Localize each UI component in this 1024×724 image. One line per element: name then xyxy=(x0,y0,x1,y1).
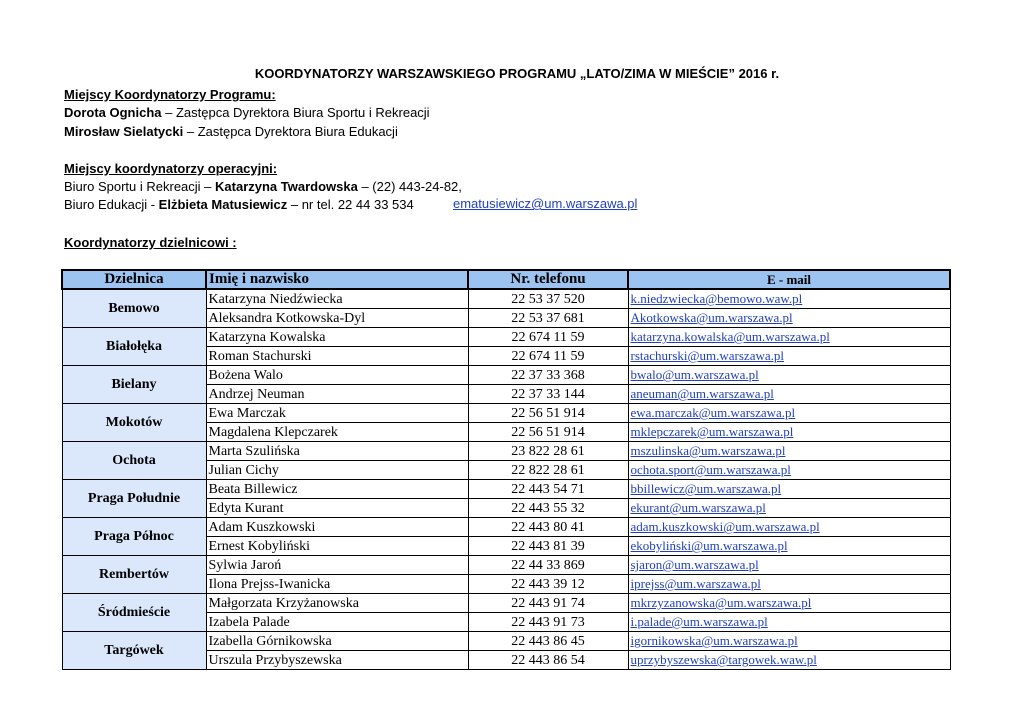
email-link[interactable]: ekurant@um.warszawa.pl xyxy=(630,500,766,515)
coordinators-table xyxy=(61,269,951,670)
phone-cell: 22 674 11 59 xyxy=(468,328,628,347)
coordinator-name: Katarzyna Twardowska xyxy=(215,179,358,194)
table-row xyxy=(62,328,950,347)
district-coordinators-label: Koordynatorzy dzielnicowi : xyxy=(64,235,237,250)
phone-cell: 22 443 91 73 xyxy=(468,613,628,632)
email-link[interactable]: sjaron@um.warszawa.pl xyxy=(630,557,759,572)
operational-coordinator-1 xyxy=(64,179,462,194)
email-cell xyxy=(628,366,950,385)
phone-cell: 22 56 51 914 xyxy=(468,423,628,442)
phone-cell: 22 443 39 12 xyxy=(468,575,628,594)
contact-phone: – (22) 443-24-82, xyxy=(357,179,462,194)
email-link[interactable]: uprzybyszewska@targowek.waw.pl xyxy=(630,652,817,667)
email-link[interactable]: i.palade@um.warszawa.pl xyxy=(630,614,768,629)
email-link[interactable]: adam.kuszkowski@um.warszawa.pl xyxy=(630,519,820,534)
table-row xyxy=(62,442,950,461)
email-cell xyxy=(628,461,950,480)
name-cell: Bożena Walo xyxy=(206,366,468,385)
district-cell: Praga Południe xyxy=(62,480,206,518)
name-cell: Katarzyna Niedźwiecka xyxy=(206,289,468,309)
program-coordinator-1 xyxy=(64,105,430,120)
name-cell: Julian Cichy xyxy=(206,461,468,480)
office-name: Biuro Edukacji - xyxy=(64,197,159,212)
name-cell: Katarzyna Kowalska xyxy=(206,328,468,347)
program-coordinator-2 xyxy=(64,124,398,139)
table-row xyxy=(62,594,950,613)
email-link[interactable]: ewa.marczak@um.warszawa.pl xyxy=(630,405,796,420)
district-cell: Praga Północ xyxy=(62,518,206,556)
name-cell: Roman Stachurski xyxy=(206,347,468,366)
email-link[interactable]: mklepczarek@um.warszawa.pl xyxy=(630,424,794,439)
page-title: KOORDYNATORZY WARSZAWSKIEGO PROGRAMU „LATO/ZIMA W MIEŚCIE” 2016 r. xyxy=(254,66,780,81)
email-link[interactable]: mszulinska@um.warszawa.pl xyxy=(630,443,786,458)
name-cell: Magdalena Klepczarek xyxy=(206,423,468,442)
table-row xyxy=(62,518,950,537)
coordinator-name: Elżbieta Matusiewicz xyxy=(158,197,288,212)
phone-cell: 22 674 11 59 xyxy=(468,347,628,366)
email-link[interactable]: k.niedzwiecka@bemowo.waw.pl xyxy=(630,291,803,306)
email-link[interactable]: mkrzyzanowska@um.warszawa.pl xyxy=(630,595,812,610)
email-link[interactable]: ematusiewicz@um.warszawa.pl xyxy=(453,196,638,211)
name-cell: Aleksandra Kotkowska-Dyl xyxy=(206,309,468,328)
name-cell: Marta Szulińska xyxy=(206,442,468,461)
email-cell xyxy=(628,328,950,347)
email-link[interactable]: bwalo@um.warszawa.pl xyxy=(630,367,759,382)
email-cell xyxy=(628,289,950,309)
email-link[interactable]: aneuman@um.warszawa.pl xyxy=(630,386,774,401)
name-cell: Izabela Palade xyxy=(206,613,468,632)
operational-coordinators-label: Miejscy koordynatorzy operacyjni: xyxy=(64,161,278,176)
district-cell: Rembertów xyxy=(62,556,206,594)
email-cell xyxy=(628,423,950,442)
district-cell: Bemowo xyxy=(62,289,206,328)
email-link[interactable]: ekobyliński@um.warszawa.pl xyxy=(630,538,788,553)
phone-cell: 22 443 55 32 xyxy=(468,499,628,518)
phone-cell: 22 443 80 41 xyxy=(468,518,628,537)
phone-cell: 22 443 86 45 xyxy=(468,632,628,651)
header-phone: Nr. telefonu xyxy=(468,270,628,289)
email-cell xyxy=(628,480,950,499)
contact-phone: – nr tel. 22 44 33 534 xyxy=(287,197,414,212)
email-cell xyxy=(628,442,950,461)
table-body xyxy=(62,289,950,670)
program-coordinators-label: Miejscy Koordynatorzy Programu: xyxy=(64,87,276,102)
district-cell: Śródmieście xyxy=(62,594,206,632)
name-cell: Sylwia Jaroń xyxy=(206,556,468,575)
email-cell xyxy=(628,537,950,556)
email-link[interactable]: rstachurski@um.warszawa.pl xyxy=(630,348,784,363)
coordinator-role: – Zastępca Dyrektora Biura Edukacji xyxy=(183,124,398,139)
phone-cell: 22 37 33 144 xyxy=(468,385,628,404)
name-cell: Andrzej Neuman xyxy=(206,385,468,404)
email-link[interactable]: katarzyna.kowalska@um.warszawa.pl xyxy=(630,329,830,344)
phone-cell: 22 443 54 71 xyxy=(468,480,628,499)
table-header-row xyxy=(62,270,950,289)
phone-cell: 22 56 51 914 xyxy=(468,404,628,423)
phone-cell: 22 443 91 74 xyxy=(468,594,628,613)
email-link[interactable]: iprejss@um.warszawa.pl xyxy=(630,576,761,591)
header-district: Dzielnica xyxy=(62,270,206,289)
name-cell: Edyta Kurant xyxy=(206,499,468,518)
phone-cell: 22 822 28 61 xyxy=(468,461,628,480)
header-name: Imię i nazwisko xyxy=(206,270,468,289)
email-link[interactable]: bbillewicz@um.warszawa.pl xyxy=(630,481,782,496)
email-cell xyxy=(628,632,950,651)
name-cell: Ewa Marczak xyxy=(206,404,468,423)
coordinator-role: – Zastępca Dyrektora Biura Sportu i Rekreacji xyxy=(161,105,430,120)
email-cell xyxy=(628,575,950,594)
district-cell: Ochota xyxy=(62,442,206,480)
table-row xyxy=(62,632,950,651)
email-cell xyxy=(628,309,950,328)
operational-coordinator-2 xyxy=(64,197,414,212)
name-cell: Ernest Kobyliński xyxy=(206,537,468,556)
email-cell xyxy=(628,404,950,423)
phone-cell: 22 37 33 368 xyxy=(468,366,628,385)
email-cell xyxy=(628,594,950,613)
name-cell: Beata Billewicz xyxy=(206,480,468,499)
coordinator-name: Dorota Ognicha xyxy=(64,105,162,120)
district-cell: Bielany xyxy=(62,366,206,404)
phone-cell: 23 822 28 61 xyxy=(468,442,628,461)
phone-cell: 22 443 86 54 xyxy=(468,651,628,670)
office-name: Biuro Sportu i Rekreacji – xyxy=(64,179,216,194)
phone-cell: 22 53 37 681 xyxy=(468,309,628,328)
phone-cell: 22 44 33 869 xyxy=(468,556,628,575)
email-link[interactable]: igornikowska@um.warszawa.pl xyxy=(630,633,798,648)
table-row xyxy=(62,556,950,575)
table-row xyxy=(62,289,950,309)
table-row xyxy=(62,366,950,385)
name-cell: Adam Kuszkowski xyxy=(206,518,468,537)
email-cell xyxy=(628,613,950,632)
table-row xyxy=(62,480,950,499)
table-row xyxy=(62,404,950,423)
email-cell xyxy=(628,556,950,575)
district-cell: Białołęka xyxy=(62,328,206,366)
name-cell: Małgorzata Krzyżanowska xyxy=(206,594,468,613)
email-link[interactable]: ochota.sport@um.warszawa.pl xyxy=(630,462,791,477)
header-email: E - mail xyxy=(628,270,950,289)
phone-cell: 22 53 37 520 xyxy=(468,289,628,309)
email-cell xyxy=(628,651,950,670)
name-cell: Ilona Prejss-Iwanicka xyxy=(206,575,468,594)
name-cell: Izabella Górnikowska xyxy=(206,632,468,651)
coordinator-name: Mirosław Sielatycki xyxy=(64,124,184,139)
name-cell: Urszula Przybyszewska xyxy=(206,651,468,670)
phone-cell: 22 443 81 39 xyxy=(468,537,628,556)
email-cell xyxy=(628,385,950,404)
email-cell xyxy=(628,347,950,366)
email-cell xyxy=(628,499,950,518)
district-cell: Targówek xyxy=(62,632,206,670)
district-cell: Mokotów xyxy=(62,404,206,442)
email-link[interactable]: Akotkowska@um.warszawa.pl xyxy=(630,310,793,325)
email-cell xyxy=(628,518,950,537)
